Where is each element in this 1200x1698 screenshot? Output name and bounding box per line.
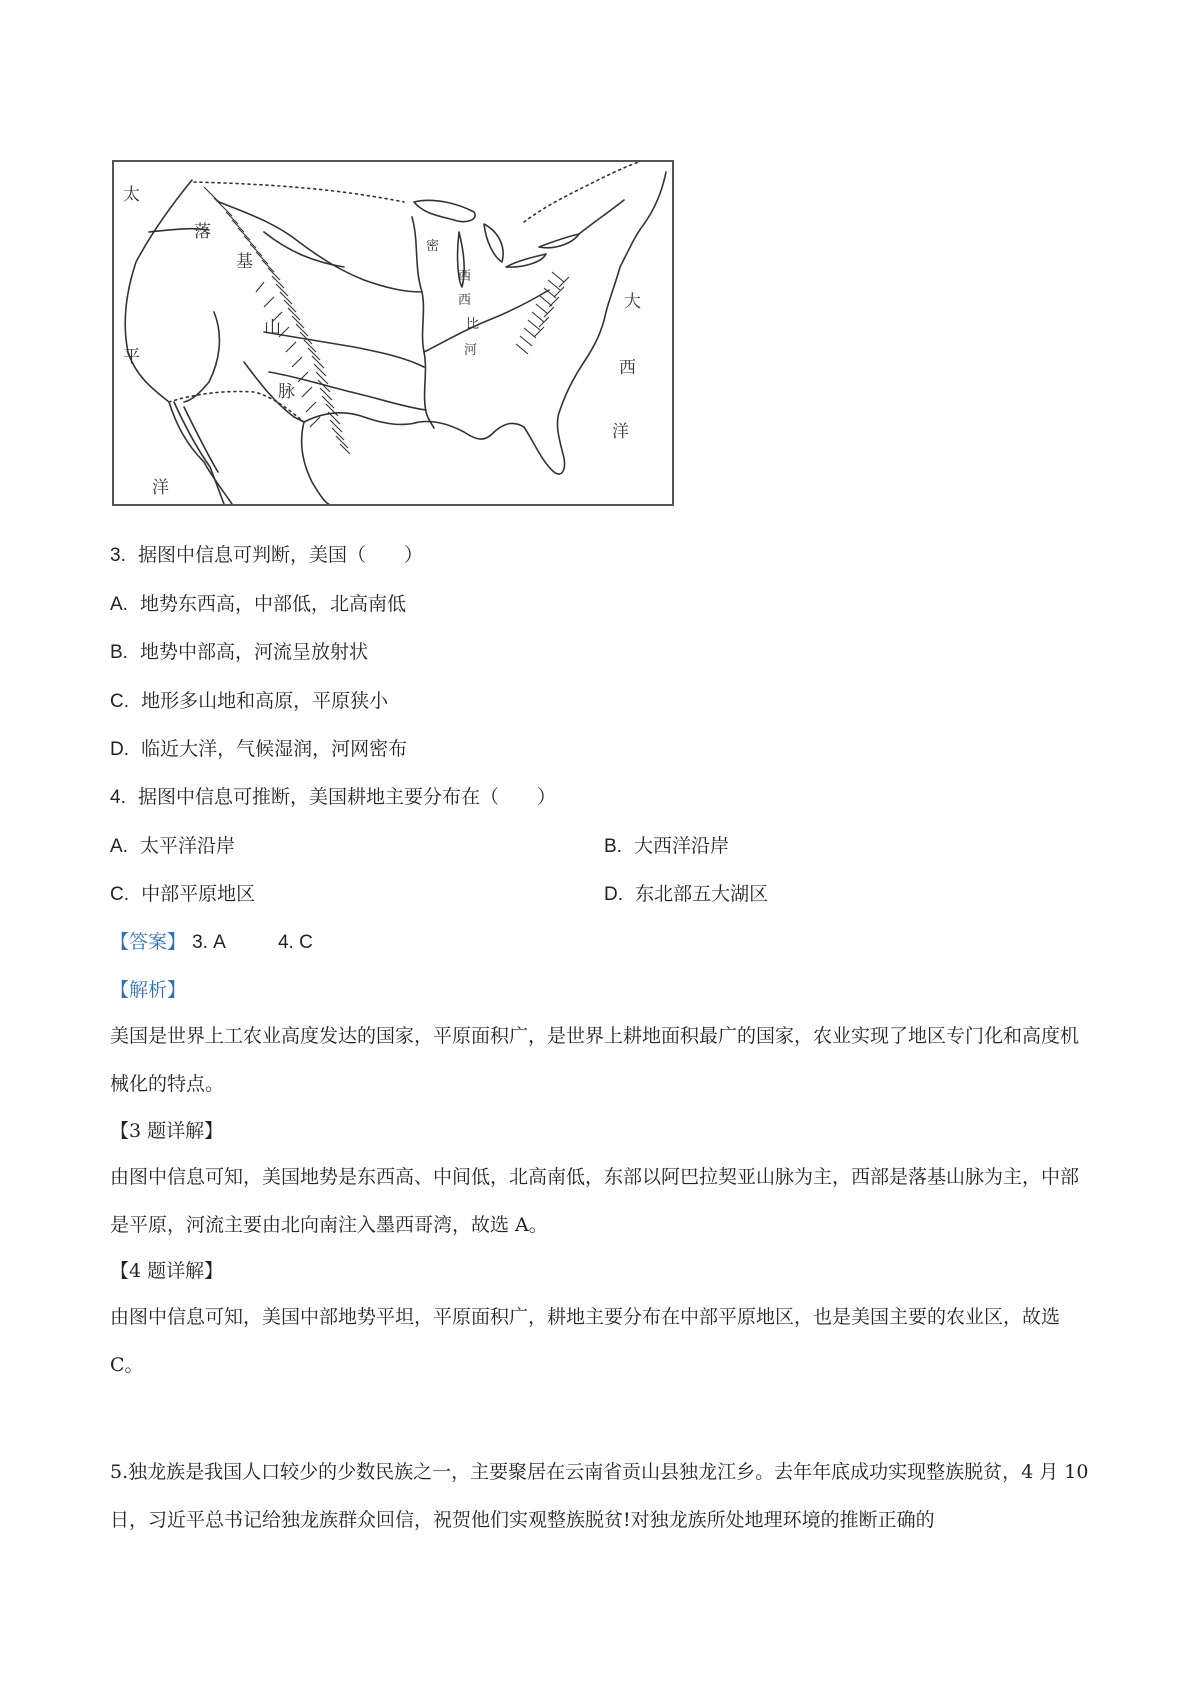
missouri-river — [219, 202, 422, 292]
map-label-mississippi-1: 密 — [426, 239, 440, 254]
option-text: 太平洋沿岸 — [140, 835, 236, 857]
question-5-text: 5.独龙族是我国人口较少的少数民族之一，主要聚居在云南省贡山县独龙江乡。去年年底成功实现整族脱贫，4 月 10 日，习近平总书记给独龙族群众回信，祝贺他们实观整族脱贫!对独龙族所处地理环境的推断正确的 — [110, 1461, 1089, 1531]
answer-4: 4. C — [277, 932, 313, 953]
option-letter: D. — [110, 739, 129, 760]
question-3-option-a — [110, 595, 406, 614]
analysis-label: 【解析】 — [110, 979, 187, 1001]
detail-3-text: 由图中信息可知，美国地势是东西高、中间低，北高南低，东部以阿巴拉契亚山脉为主，西部是落基山脉为主，中部是平原，河流主要由北向南注入墨西哥湾，故选 A。 — [110, 1166, 1080, 1236]
map-drawing — [114, 162, 672, 504]
option-text: 地势中部高，河流呈放射状 — [140, 641, 369, 663]
map-label-mississippi-4: 比 — [466, 317, 480, 332]
option-letter: D. — [604, 884, 623, 905]
question-4-option-b — [604, 837, 729, 856]
option-letter: C. — [110, 691, 129, 712]
option-text: 中部平原地区 — [141, 883, 256, 905]
baja-peninsula — [174, 402, 224, 504]
detail-4-label: 【4 题详解】 — [110, 1260, 224, 1282]
question-3-number: 3. — [110, 545, 126, 566]
canada-border — [194, 182, 404, 202]
map-label-rocky-4: 脉 — [278, 382, 295, 402]
question-3-option-c — [110, 692, 388, 711]
appalachian-mountains — [516, 272, 569, 354]
map-label-rocky-1: 落 — [194, 222, 211, 242]
ohio-river — [424, 290, 549, 352]
question-4-option-d — [604, 885, 768, 904]
map-label-rocky-3: 山 — [264, 318, 281, 338]
option-letter: B. — [110, 642, 128, 663]
gulf-coastline — [304, 410, 565, 474]
detail-4-text: 由图中信息可知，美国中部地势平坦，平原面积广，耕地主要分布在中部平原地区，也是美国主要的农业区，故选 C。 — [110, 1306, 1061, 1376]
map-label-pacific-3: 洋 — [152, 478, 169, 498]
map-label-pacific-2: 平 — [123, 347, 140, 367]
great-lakes — [414, 200, 475, 221]
question-4-text: 据图中信息可推断，美国耕地主要分布在（ ） — [137, 786, 556, 808]
option-text: 地势东西高，中部低，北高南低 — [140, 593, 407, 615]
question-4-number: 4. — [110, 787, 126, 808]
map-label-pacific-1: 太 — [123, 185, 140, 205]
map-label-atlantic-1: 大 — [624, 292, 641, 312]
option-text: 临近大洋，气候湿润，河网密布 — [141, 738, 408, 760]
option-letter: C. — [110, 884, 129, 905]
option-text: 东北部五大湖区 — [635, 883, 769, 905]
question-3-option-b — [110, 643, 368, 662]
option-text: 大西洋沿岸 — [634, 835, 730, 857]
map-label-mississippi-5: 河 — [464, 343, 478, 358]
map-label-rocky-2: 基 — [236, 252, 253, 272]
map-label-atlantic-2: 西 — [619, 358, 636, 378]
option-letter: A. — [110, 836, 128, 857]
question-3-text: 据图中信息可判断，美国（ ） — [137, 544, 423, 566]
answer-3: 3. A — [192, 932, 226, 953]
detail-3-label: 【3 题详解】 — [110, 1120, 224, 1142]
answer-label: 【答案】 — [110, 931, 187, 953]
answer-line — [110, 933, 313, 952]
option-text: 地形多山地和高原，平原狭小 — [141, 690, 389, 712]
question-3 — [110, 546, 423, 565]
map-label-mississippi-3: 西 — [458, 293, 472, 308]
question-4-option-c — [110, 885, 255, 904]
analysis-text: 美国是世界上工农业高度发达的国家，平原面积广，是世界上耕地面积最广的国家，农业实现了地区专门化和高度机械化的特点。 — [110, 1025, 1080, 1095]
question-4-option-a — [110, 837, 235, 856]
option-letter: B. — [604, 836, 622, 857]
us-terrain-map — [112, 160, 674, 506]
option-letter: A. — [110, 594, 128, 615]
map-label-mississippi-2: 西 — [458, 269, 472, 284]
question-3-option-d — [110, 740, 407, 759]
map-label-atlantic-3: 洋 — [612, 422, 629, 442]
question-4 — [110, 788, 556, 807]
